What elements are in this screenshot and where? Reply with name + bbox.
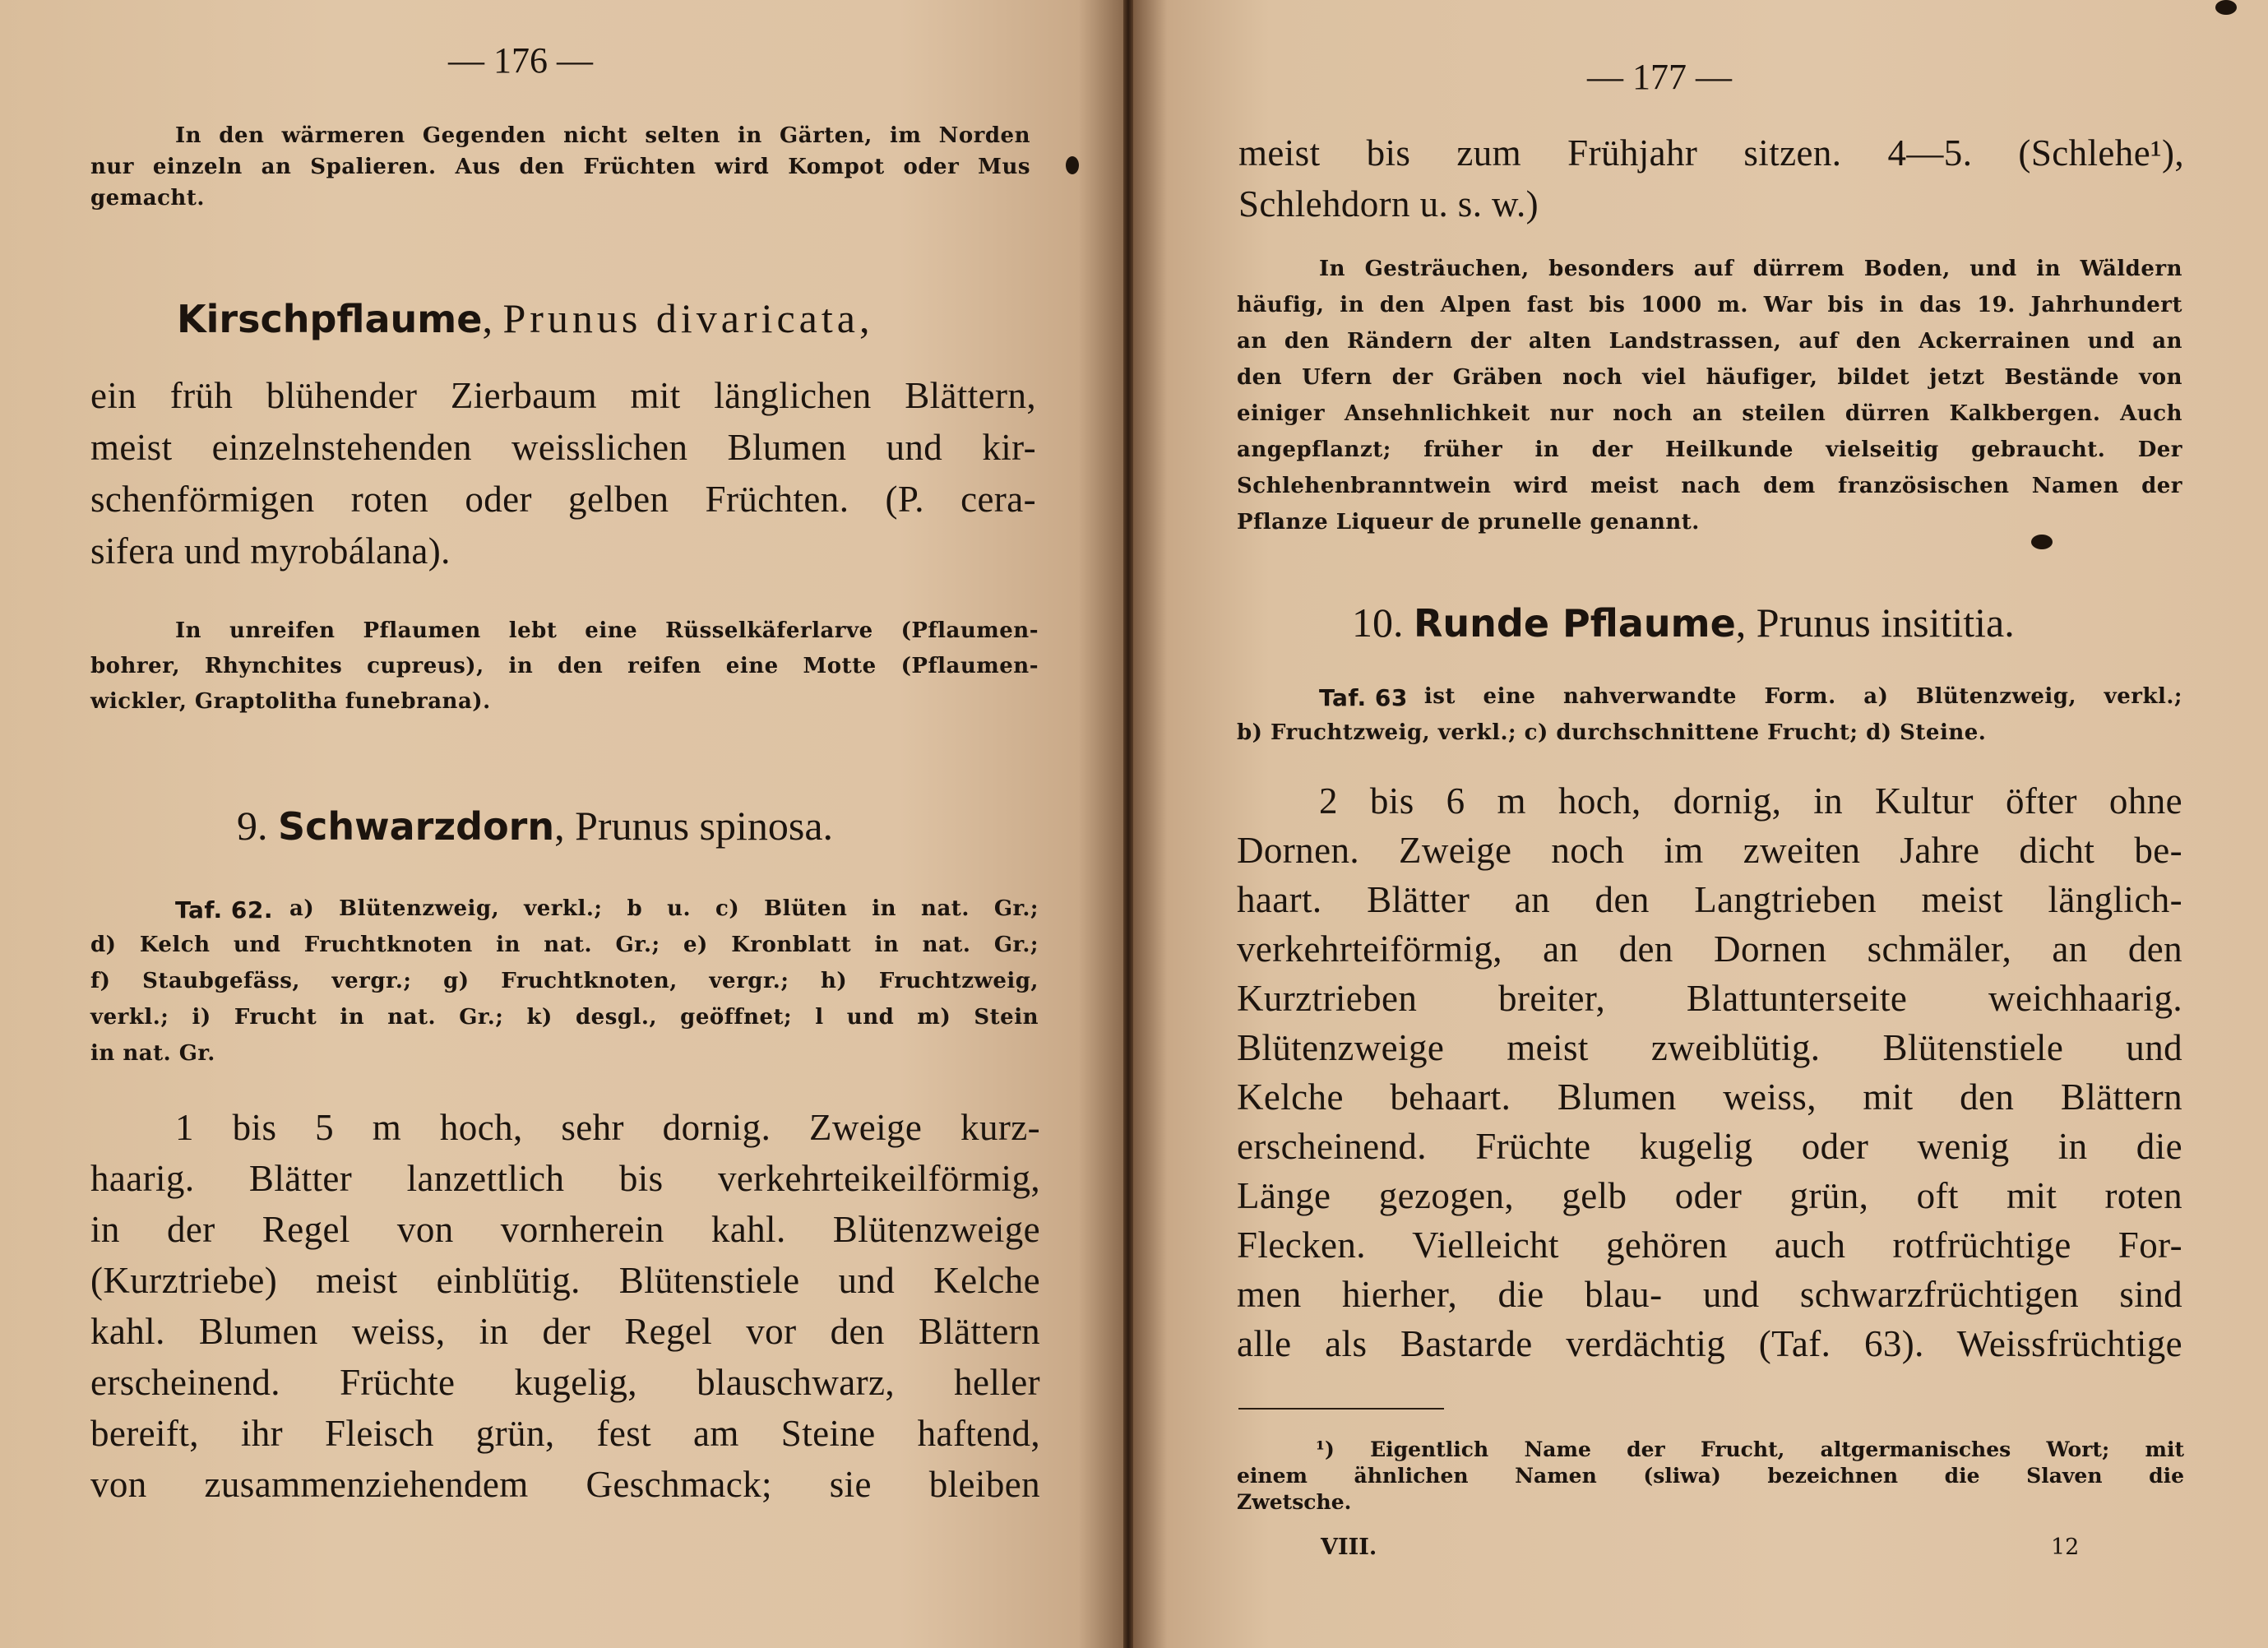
habitat-line-1: In Gesträuchen, besonders auf dürrem Boden, und in Wäldern <box>1319 257 2182 281</box>
sheet-number: 12 <box>2051 1535 2080 1560</box>
taf63-line-2: b) Fruchtzweig, verkl.; c) durchschnittene Frucht; d) Steine. <box>1237 720 1987 745</box>
intro-note-line-3: gemacht. <box>90 186 205 211</box>
pest-note-line-2: bohrer, Rhynchites cupreus), in den reifen eine Motte (Pflaumen- <box>90 654 1039 678</box>
cont-line-1: meist bis zum Frühjahr sitzen. 4—5. (Schlehe¹), <box>1238 132 2184 174</box>
schwarzdorn-body-8: von zusammenziehendem Geschmack; sie bleiben <box>90 1464 1040 1505</box>
pest-note-line-3: wickler, Graptolitha funebrana). <box>90 689 491 714</box>
intro-note-line-1: In den wärmeren Gegenden nicht selten in Gärten, im Norden <box>175 123 1030 148</box>
kirschpflaume-heading <box>177 294 873 342</box>
kirsch-line-1: ein früh blühender Zierbaum mit länglichen Blättern, <box>90 375 1036 416</box>
right-page <box>1133 0 2268 1648</box>
taf62-line-2: d) Kelch und Fruchtknoten in nat. Gr.; e) Kronblatt in nat. Gr.; <box>90 933 1039 957</box>
schwarzdorn-latin: , Prunus spinosa. <box>554 803 834 849</box>
runde-body-5: Kurztrieben breiter, Blattunterseite weichhaarig. <box>1237 978 2182 1019</box>
habitat-line-7: Schlehenbranntwein wird meist nach dem französischen Namen der <box>1237 474 2182 498</box>
taf63-line-1-text: ist eine nahverwandte Form. a) Blütenzweig, verkl.; <box>1423 684 2182 709</box>
footnote-line-3: Zwetsche. <box>1237 1490 1352 1514</box>
footnote-rule <box>1238 1408 1444 1410</box>
schwarzdorn-body-7: bereift, ihr Fleisch grün, fest am Steine haftend, <box>90 1413 1040 1454</box>
runde-number: 10. <box>1352 599 1404 646</box>
cont-line-2: Schlehdorn u. s. w.) <box>1238 183 1539 225</box>
signature-mark: VIII. <box>1321 1535 1377 1560</box>
taf62-line-3: f) Staubgefäss, vergr.; g) Fruchtknoten, vergr.; h) Fruchtzweig, <box>90 969 1039 993</box>
kirsch-line-3: schenförmigen roten oder gelben Früchten. (P. cera- <box>90 479 1036 520</box>
ink-blot <box>2031 535 2053 549</box>
schwarzdorn-name: Schwarzdorn <box>278 804 555 849</box>
runde-body-2: Dornen. Zweige noch im zweiten Jahre dicht be- <box>1237 830 2182 871</box>
ink-blot <box>2215 0 2237 15</box>
kirschpflaume-name: Kirschpflaume <box>177 297 483 341</box>
kirschpflaume-sep: , <box>482 295 493 341</box>
runde-body-3: haart. Blätter an den Langtrieben meist länglich- <box>1237 879 2182 920</box>
kirschpflaume-latin: Prunus divaricata, <box>502 295 874 341</box>
runde-body-8: erscheinend. Früchte kugelig oder wenig in die <box>1237 1126 2182 1167</box>
ink-blot <box>1066 156 1079 174</box>
page-number-177: — 177 — <box>1587 57 1732 97</box>
runde-body-9: Länge gezogen, gelb oder grün, oft mit roten <box>1237 1175 2182 1216</box>
taf62-line-1-text: a) Blütenzweig, verkl.; b u. c) Blüten in nat. Gr.; <box>289 896 1039 921</box>
runde-body-7: Kelche behaart. Blumen weiss, mit den Blättern <box>1237 1076 2182 1118</box>
book-gutter <box>1123 0 1133 1648</box>
runde-name: Runde Pflaume <box>1414 601 1736 646</box>
habitat-line-4: den Ufern der Gräben noch viel häufiger, bildet jetzt Bestände von <box>1237 365 2182 390</box>
runde-body-10: Flecken. Vielleicht gehören auch rotfrüchtige For- <box>1237 1224 2182 1266</box>
habitat-line-2: häufig, in den Alpen fast bis 1000 m. War bis in das 19. Jahrhundert <box>1237 293 2182 317</box>
left-page <box>0 0 1123 1648</box>
schwarzdorn-body-3: in der Regel von vornherein kahl. Blütenzweige <box>90 1209 1040 1250</box>
runde-latin: , Prunus insititia. <box>1735 599 2015 646</box>
kirsch-line-4: sifera und myrobálana). <box>90 530 451 572</box>
runde-pflaume-heading <box>1352 599 2015 646</box>
kirsch-line-2: meist einzelnstehenden weisslichen Blumen und kir- <box>90 427 1036 468</box>
runde-body-6: Blütenzweige meist zweiblütig. Blütenstiele und <box>1237 1027 2182 1068</box>
habitat-line-5: einiger Ansehnlichkeit nur noch an steilen dürren Kalkbergen. Auch <box>1237 401 2182 426</box>
schwarzdorn-body-4: (Kurztriebe) meist einblütig. Blütenstiele und Kelche <box>90 1260 1040 1301</box>
runde-body-1: 2 bis 6 m hoch, dornig, in Kultur öfter ohne <box>1319 780 2182 822</box>
runde-body-11: men hierher, die blau- und schwarzfrüchtigen sind <box>1237 1274 2182 1315</box>
habitat-line-3: an den Rändern der alten Landstrassen, auf den Ackerrainen und an <box>1237 329 2182 354</box>
footnote-line-2: einem ähnlichen Namen (sliwa) bezeichnen die Slaven die <box>1237 1464 2184 1488</box>
runde-body-12: alle als Bastarde verdächtig (Taf. 63). Weissfrüchtige <box>1237 1323 2182 1364</box>
taf62-line-1 <box>175 896 1039 924</box>
schwarzdorn-body-5: kahl. Blumen weiss, in der Regel vor den Blättern <box>90 1311 1040 1352</box>
schwarzdorn-heading <box>237 802 833 849</box>
pest-note-line-1: In unreifen Pflaumen lebt eine Rüsselkäferlarve (Pflaumen- <box>175 618 1039 643</box>
taf62-line-5: in nat. Gr. <box>90 1041 215 1066</box>
runde-body-4: verkehrteiförmig, an den Dornen schmäler, an den <box>1237 928 2182 970</box>
intro-note-line-2: nur einzeln an Spalieren. Aus den Früchten wird Kompot oder Mus <box>90 155 1030 179</box>
taf63-label: Taf. 63 <box>1319 684 1408 711</box>
schwarzdorn-body-6: erscheinend. Früchte kugelig, blauschwarz, heller <box>90 1362 1040 1403</box>
taf63-line-1 <box>1319 684 2182 711</box>
taf62-line-4: verkl.; i) Frucht in nat. Gr.; k) desgl., geöffnet; l und m) Stein <box>90 1005 1039 1030</box>
footnote-line-1: ¹) Eigentlich Name der Frucht, altgermanisches Wort; mit <box>1316 1437 2184 1461</box>
schwarzdorn-number: 9. <box>237 803 268 849</box>
page-number-176: — 176 — <box>448 40 593 81</box>
schwarzdorn-body-2: haarig. Blätter lanzettlich bis verkehrteikeilförmig, <box>90 1158 1040 1199</box>
taf62-label: Taf. 62. <box>175 896 274 924</box>
habitat-line-6: angepflanzt; früher in der Heilkunde vielseitig gebraucht. Der <box>1237 437 2182 462</box>
habitat-line-8: Pflanze Liqueur de prunelle genannt. <box>1237 510 1700 535</box>
schwarzdorn-body-1: 1 bis 5 m hoch, sehr dornig. Zweige kurz- <box>175 1107 1040 1148</box>
